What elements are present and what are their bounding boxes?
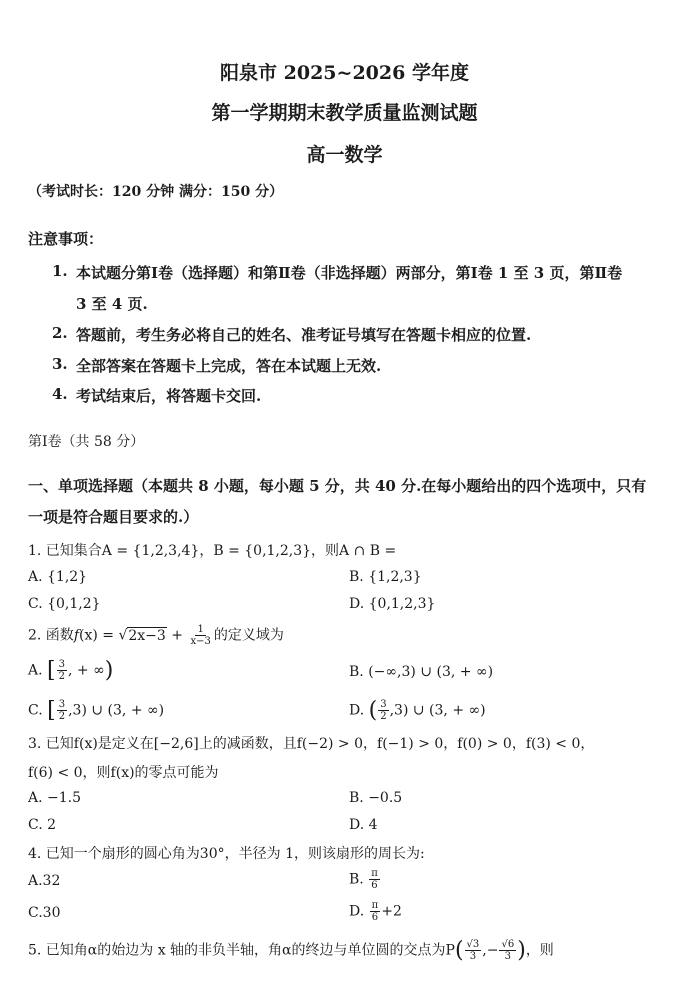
q3-option-b: B. −0.5 — [349, 790, 403, 806]
q2-option-a-tail: , + ∞ — [67, 662, 105, 679]
q2-option-a-label: A. — [28, 662, 43, 679]
note-3-number: 3. — [52, 355, 68, 373]
q3-stem-line-1: 3. 已知f(x)是定义在[−2,6]上的减函数，且f(−2) > 0，f(−1) > 0，f(0) > 0，f(3) < 0， — [28, 736, 595, 752]
q2-option-d-label: D. — [349, 702, 365, 719]
q3-option-d: D. 4 — [349, 817, 378, 833]
note-1-text: 本试题分第Ⅰ卷（选择题）和第Ⅱ卷（非选择题）两部分，第Ⅰ卷 1 至 3 页，第Ⅱ卷 — [76, 264, 623, 282]
q2-option-c-label: C. — [28, 702, 43, 719]
q3-option-a: A. −1.5 — [28, 790, 82, 806]
note-4-number: 4. — [52, 385, 68, 403]
q2-plus: + — [166, 627, 188, 644]
q2-option-a-fraction — [57, 659, 67, 682]
title-line-3: 高一数学 — [306, 144, 383, 166]
q4-stem: 4. 已知一个扇形的圆心角为30°，半径为 1，则该扇形的周长为: — [28, 846, 425, 862]
q2-argument: (x) = — [79, 627, 119, 644]
q4-option-d-tail: +2 — [381, 903, 402, 920]
q5-fraction-2-den: 3 — [504, 951, 512, 962]
q5-prefix: 5. 已知角α的始边为 x 轴的非负半轴，角α的终边与单位圆的交点为P — [28, 942, 455, 959]
title-line-1: 阳泉市 2025~2026 学年度 — [220, 62, 469, 84]
q4-option-b-frac-num: π — [371, 868, 378, 879]
q2-option-c — [28, 698, 164, 723]
q4-option-a: A.32 — [28, 873, 61, 889]
q4-option-b-fraction — [369, 868, 380, 891]
q4-option-d — [349, 900, 402, 923]
q2-option-a-open-bracket: [ — [47, 658, 56, 683]
q2-option-d-frac-den: 2 — [380, 711, 387, 722]
section-1-heading-cont: 一项是符合题目要求的.） — [28, 508, 199, 526]
q3-option-c: C. 2 — [28, 817, 57, 833]
q2-option-d-frac-num: 3 — [380, 699, 387, 710]
q2-option-d-fraction — [378, 699, 388, 722]
note-1-number: 1. — [52, 262, 68, 280]
q3-stem-line-2: f(6) < 0，则f(x)的零点可能为 — [28, 765, 219, 781]
q5-fraction-2-num: √6 — [501, 939, 515, 950]
note-4-text: 考试结束后，将答题卡交回. — [76, 387, 262, 405]
q5-fraction-1 — [465, 939, 482, 962]
q2-prefix: 2. 函数 — [28, 627, 74, 644]
note-1-continued: 3 至 4 页. — [76, 295, 148, 313]
q5-fraction-1-num: √3 — [466, 939, 480, 950]
q2-option-d-open-paren: ( — [368, 698, 378, 723]
q2-fraction — [188, 624, 212, 647]
note-2-number: 2. — [52, 324, 68, 342]
q2-option-d-tail: ,3) ∪ (3, + ∞) — [389, 702, 486, 719]
notes-heading: 注意事项： — [28, 230, 104, 248]
exam-info: （考试时长：120 分钟 满分：150 分） — [28, 184, 284, 200]
q4-option-d-frac-num: π — [371, 900, 379, 911]
q2-option-c-frac-num: 3 — [58, 699, 66, 710]
q1-option-a: A. {1,2} — [28, 569, 88, 585]
q2-option-c-frac-den: 2 — [58, 711, 66, 722]
q1-stem: 1. 已知集合A = {1,2,3,4}，B = {0,1,2,3}，则A ∩ B = — [28, 543, 397, 559]
q4-option-c: C.30 — [28, 905, 61, 921]
q2-suffix: 的定义域为 — [213, 627, 284, 644]
q4-option-d-label: D. — [349, 903, 365, 920]
q2-sqrt-sign: √ — [118, 627, 128, 644]
q2-option-c-open-bracket: [ — [47, 698, 56, 723]
q2-option-a-frac-den: 2 — [58, 671, 65, 682]
q2-fraction-num: 1 — [197, 624, 204, 635]
q2-option-a-frac-num: 3 — [58, 659, 65, 670]
q5-fraction-1-den: 3 — [469, 951, 477, 962]
q5-open-paren: ( — [454, 938, 464, 963]
part-1-label: 第Ⅰ卷（共 58 分） — [28, 434, 145, 450]
q4-option-b-frac-den: 6 — [371, 880, 378, 891]
q1-option-c: C. {0,1,2} — [28, 596, 101, 612]
q2-option-a-close-paren: ) — [104, 658, 114, 683]
q1-option-d: D. {0,1,2,3} — [349, 596, 436, 612]
q4-option-b — [349, 868, 381, 891]
note-3-text: 全部答案在答题卡上完成，答在本试题上无效. — [76, 357, 382, 375]
q5-stem — [28, 938, 554, 963]
q2-stem — [28, 624, 284, 647]
q5-close-paren: ) — [517, 938, 526, 963]
q4-option-b-label: B. — [349, 871, 364, 888]
section-1-heading: 一、单项选择题（本题共 8 小题，每小题 5 分，共 40 分.在每小题给出的四个选项中，只有 — [28, 477, 647, 495]
q2-option-d — [349, 698, 486, 723]
q5-suffix: ，则 — [525, 942, 554, 959]
q2-option-b: B. (−∞,3) ∪ (3, + ∞) — [349, 664, 494, 680]
q2-function-name: f — [73, 627, 79, 644]
q5-fraction-2-radicand: 6 — [507, 939, 515, 950]
q2-option-c-tail: ,3) ∪ (3, + ∞) — [68, 702, 165, 719]
note-2-text: 答题前，考生务必将自己的姓名、准考证号填写在答题卡相应的位置. — [76, 326, 532, 344]
q5-fraction-1-radicand: 3 — [472, 939, 480, 950]
q2-fraction-den: x−3 — [190, 636, 211, 647]
q5-separator: ,− — [482, 942, 499, 959]
q4-option-d-frac-den: 6 — [371, 912, 379, 923]
q2-radicand: 2x−3 — [128, 627, 166, 644]
q2-option-a — [28, 658, 113, 683]
q2-option-c-fraction — [57, 699, 67, 722]
title-line-2: 第一学期期末教学质量监测试题 — [211, 102, 478, 124]
q1-option-b: B. {1,2,3} — [349, 569, 422, 585]
q4-option-d-fraction — [370, 900, 381, 923]
q5-fraction-2 — [499, 939, 516, 962]
